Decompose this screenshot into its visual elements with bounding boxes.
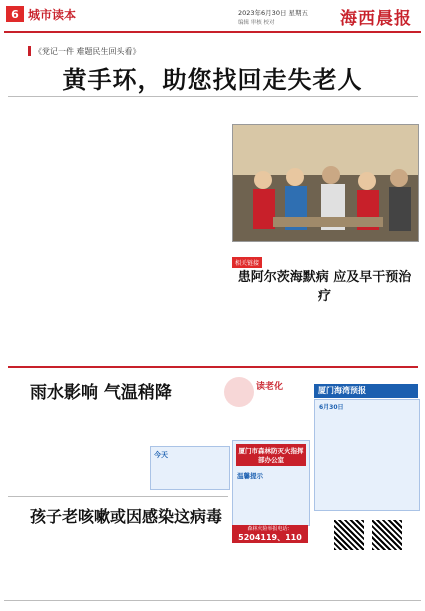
lead-column-3 <box>158 104 228 234</box>
page-number-badge: 6 <box>6 6 24 22</box>
fire-notice-subtitle: 温馨提示 <box>237 472 263 480</box>
qr-code-icon <box>334 520 364 550</box>
ferry-forecast-header: 厦门海湾预报 <box>314 384 418 398</box>
qr-code-icon <box>372 520 402 550</box>
kicker: 《党记一件 难题民生回头看》 <box>34 47 141 56</box>
lead-column-2 <box>82 104 154 309</box>
ferry-row <box>315 419 419 421</box>
health-title: 患阿尔茨海默病 应及早干预治疗 <box>237 270 412 304</box>
issue-date: 2023年6月30日 星期五 <box>238 9 309 17</box>
kicker-marker <box>28 46 31 56</box>
weather-mascot-icon <box>224 377 254 407</box>
weather-title: 雨水影响 气温稍降 <box>30 383 172 403</box>
fire-hotline-box <box>232 525 308 543</box>
header-rule <box>4 31 421 33</box>
flu-title: 孩子老咳嗽或因感染这病毒 <box>30 507 223 526</box>
lead-photo <box>232 124 419 242</box>
column-brand: 读老化 <box>256 382 284 392</box>
editor-meta: 编辑 审核 校对 <box>238 20 275 26</box>
footer-rule <box>4 600 421 601</box>
ferry-forecast-box <box>314 399 420 511</box>
fire-notice-title: 厦门市森林防灭火指挥部办公室 <box>236 444 306 466</box>
today-weather-box <box>150 446 230 490</box>
section-title: 城市读本 <box>28 8 77 22</box>
ferry-date: 6月30日 <box>319 404 344 411</box>
divider <box>8 96 418 97</box>
lead-headline: 黄手环，助您找回走失老人 <box>62 65 363 94</box>
fire-hotline-label: 森林火险举报电话： <box>247 526 293 532</box>
related-link-tag: 相关链接 <box>232 257 262 268</box>
health-body <box>160 286 417 358</box>
lead-column-1 <box>8 104 78 309</box>
fire-notice-box <box>232 440 310 526</box>
newspaper-logo: 海西晨报 <box>340 9 412 29</box>
section-divider <box>8 366 418 368</box>
divider <box>8 496 228 497</box>
today-label: 今天 <box>154 451 168 459</box>
fire-hotline-number: 5204119、110 <box>238 533 302 542</box>
